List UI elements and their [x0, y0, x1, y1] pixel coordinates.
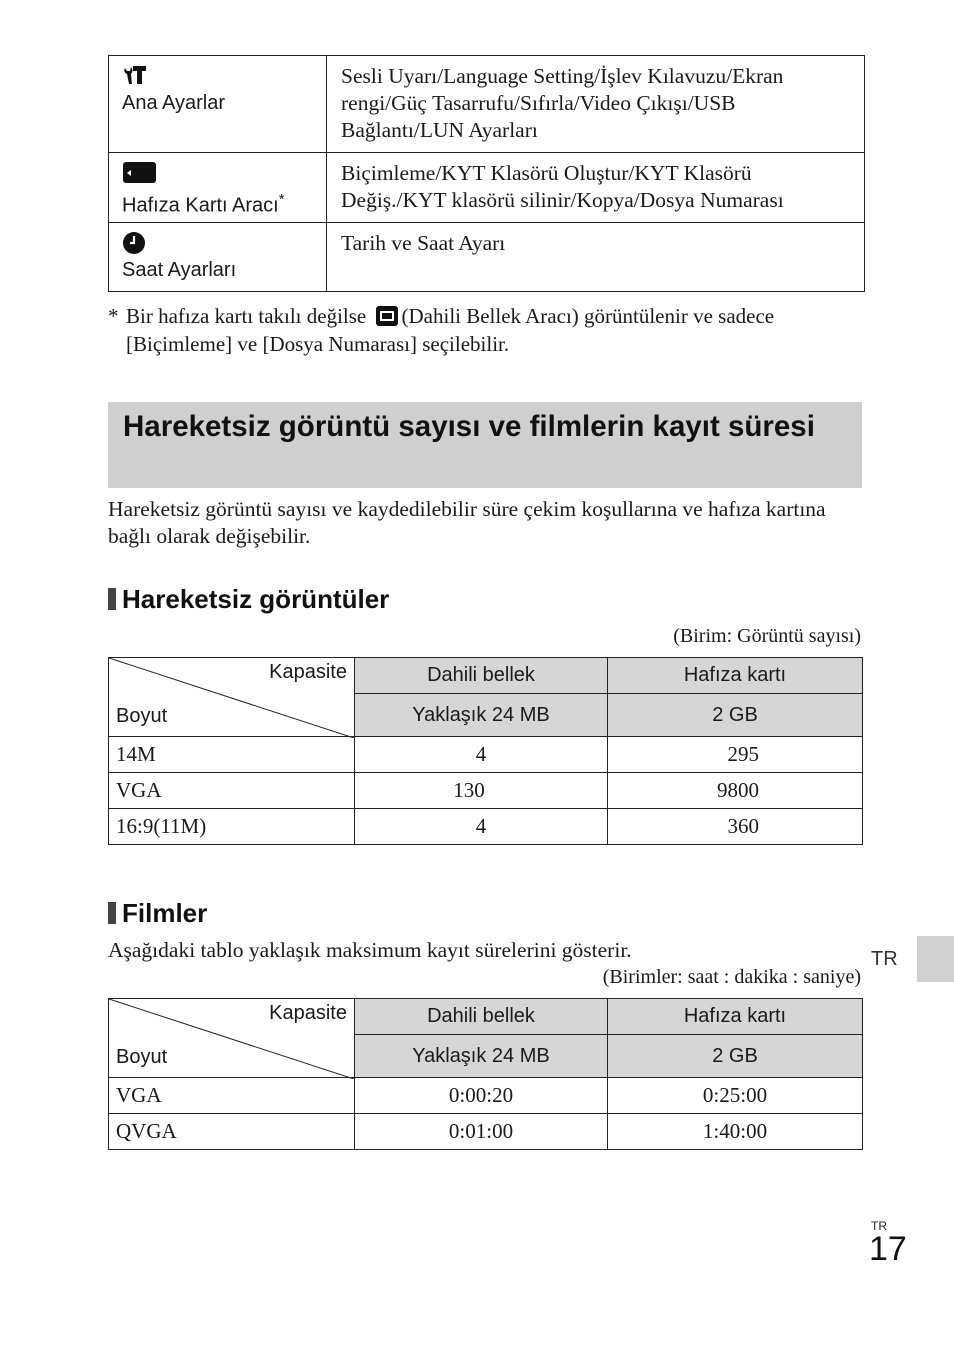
col-sub-card: 2 GB: [608, 1035, 863, 1078]
row-size: 14M: [109, 737, 355, 773]
table-row: [109, 737, 863, 773]
section-intro: Hareketsiz görüntü sayısı ve kaydedilebilir süre çekim koşullarına ve hafıza kartına bağlı olarak değişebilir.: [108, 497, 826, 548]
cell-internal: 4: [355, 737, 608, 773]
footnote-text-before: Bir hafıza kartı takılı değilse: [126, 304, 367, 328]
corner-size-label: Boyut: [116, 1046, 168, 1068]
col-sub-card: 2 GB: [608, 694, 863, 737]
heading-bar-icon: [108, 902, 116, 924]
corner-capacity-label: Kapasite: [269, 1002, 347, 1024]
menu-category-label: Ana Ayarlar: [122, 92, 226, 114]
row-size: VGA: [109, 1078, 355, 1114]
wrench-hammer-icon: [122, 64, 326, 88]
heading-bar-icon: [108, 588, 116, 610]
footnote-line2: [Biçimleme] ve [Dosya Numarası] seçilebilir.: [126, 332, 510, 356]
cell-card: 295: [608, 737, 863, 773]
unit-note: (Birim: Görüntü sayısı): [673, 625, 861, 647]
subheading-text: Hareketsiz görüntüler: [122, 584, 390, 614]
subheading-movies: [108, 898, 207, 928]
menu-items-text: Biçimleme/KYT Klasörü Oluştur/KYT Klasörü Değiş./KYT klasörü silinir/Kopya/Dosya Numarası: [327, 153, 865, 223]
page-language: TR: [871, 1219, 887, 1233]
movies-table: [108, 998, 863, 1150]
menu-category-cell: [109, 153, 327, 223]
header-row: [109, 658, 863, 694]
subheading-still-images: [108, 584, 389, 614]
corner-header-cell: [109, 658, 355, 737]
corner-header-cell: [109, 999, 355, 1078]
menu-category-label: Saat Ayarları: [122, 259, 237, 281]
unit-note: (Birimler: saat : dakika : saniye): [602, 966, 861, 988]
movies-description: Aşağıdaki tablo yaklaşık maksimum kayıt sürelerini gösterir.: [108, 938, 632, 962]
cell-card: 0:25:00: [608, 1078, 863, 1114]
table-row: [109, 1078, 863, 1114]
table-row: [109, 1114, 863, 1150]
language-side-tab: TR: [871, 948, 898, 970]
col-header-internal: Dahili bellek: [355, 999, 608, 1035]
menu-row-clock-settings: [109, 223, 865, 292]
menu-row-main-settings: [109, 56, 865, 153]
internal-memory-icon: [375, 305, 399, 327]
menu-category-cell: [109, 223, 327, 292]
cell-card: 9800: [608, 773, 863, 809]
footnote-star: *: [108, 304, 119, 328]
footnote-text-after: (Dahili Bellek Aracı) görüntülenir ve sadece: [401, 304, 775, 328]
col-header-card: Hafıza kartı: [608, 999, 863, 1035]
menu-items-text: Sesli Uyarı/Language Setting/İşlev Kılavuzu/Ekran rengi/Güç Tasarrufu/Sıfırla/Video Çıkışı/USB Bağlantı/LUN Ayarları: [327, 56, 865, 153]
menu-table: [108, 55, 865, 292]
page-number: 17: [869, 1230, 907, 1268]
col-sub-internal: Yaklaşık 24 MB: [355, 1035, 608, 1078]
cell-internal: 4: [355, 809, 608, 845]
cell-internal: 0:00:20: [355, 1078, 608, 1114]
section-heading-band: [108, 402, 862, 488]
row-size: QVGA: [109, 1114, 355, 1150]
header-row: [109, 999, 863, 1035]
row-size: VGA: [109, 773, 355, 809]
row-size: 16:9(11M): [109, 809, 355, 845]
cell-card: 360: [608, 809, 863, 845]
footnote: [108, 302, 868, 358]
col-sub-internal: Yaklaşık 24 MB: [355, 694, 608, 737]
memory-card-icon: [122, 161, 326, 185]
section-title: Hareketsiz görüntü sayısı ve filmlerin kayıt süresi: [123, 410, 815, 443]
side-tab-marker: [917, 936, 954, 982]
table-row: [109, 773, 863, 809]
menu-category-label: Hafıza Kartı Aracı: [122, 194, 279, 217]
corner-size-label: Boyut: [116, 705, 168, 727]
subheading-text: Filmler: [122, 898, 208, 928]
menu-row-memory-card-tool: [109, 153, 865, 223]
cell-internal: 130: [355, 773, 608, 809]
footnote-marker: *: [278, 191, 285, 208]
corner-capacity-label: Kapasite: [269, 661, 347, 683]
clock-icon: [122, 231, 326, 255]
cell-internal: 0:01:00: [355, 1114, 608, 1150]
col-header-internal: Dahili bellek: [355, 658, 608, 694]
table-row: [109, 809, 863, 845]
still-images-table: [108, 657, 863, 845]
menu-category-cell: [109, 56, 327, 153]
cell-card: 1:40:00: [608, 1114, 863, 1150]
menu-items-text: Tarih ve Saat Ayarı: [327, 223, 865, 292]
col-header-card: Hafıza kartı: [608, 658, 863, 694]
